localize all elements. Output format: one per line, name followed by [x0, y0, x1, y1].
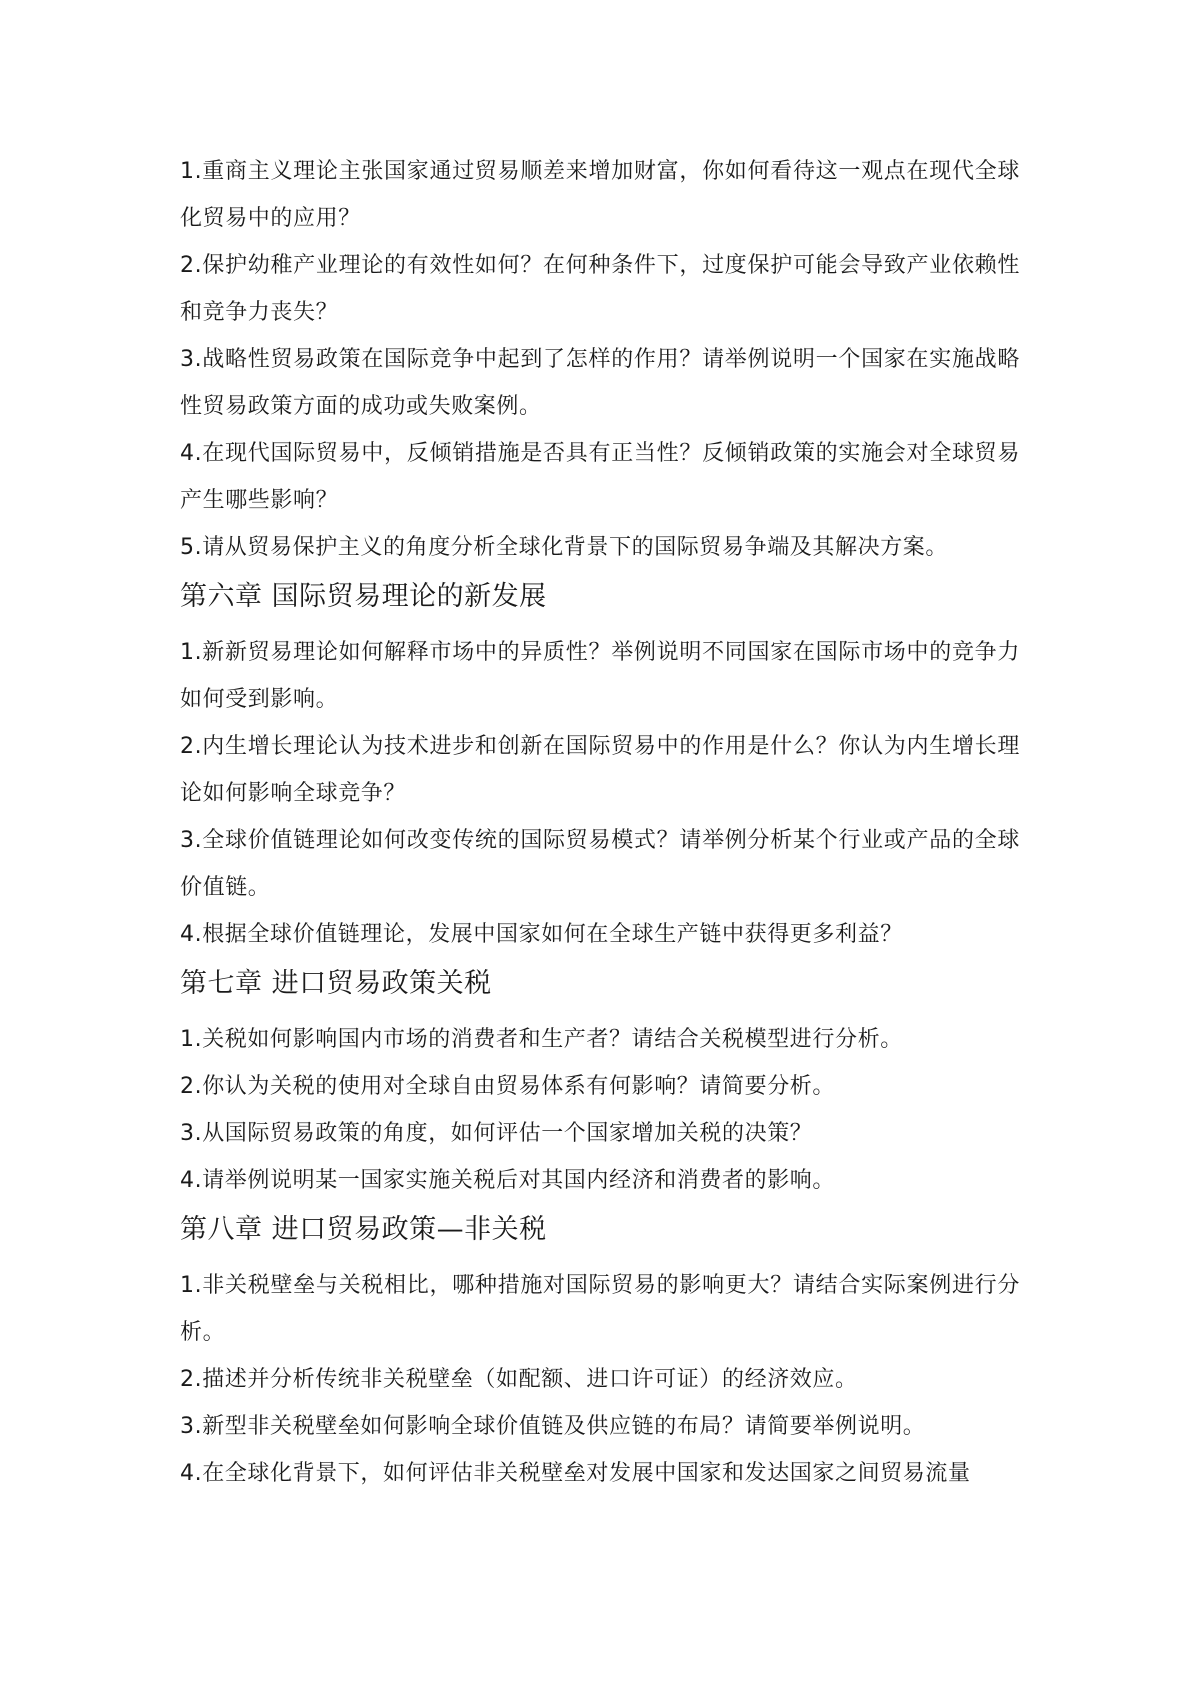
question-paragraph: 3.全球价值链理论如何改变传统的国际贸易模式？请举例分析某个行业或产品的全球价值链。	[180, 828, 1020, 900]
question-paragraph: 1.非关税壁垒与关税相比，哪种措施对国际贸易的影响更大？请结合实际案例进行分析。	[180, 1273, 1020, 1345]
question-paragraph: 4.根据全球价值链理论，发展中国家如何在全球生产链中获得更多利益？	[180, 922, 903, 947]
document-page	[180, 148, 1020, 1497]
chapter-6-heading: 第六章 国际贸易理论的新发展	[180, 581, 547, 612]
chapter-7-heading: 第七章 进口贸易政策关税	[180, 968, 492, 999]
question-paragraph: 2.描述并分析传统非关税壁垒（如配额、进口许可证）的经济效应。	[180, 1367, 858, 1392]
question-paragraph: 1.新新贸易理论如何解释市场中的异质性？举例说明不同国家在国际市场中的竞争力如何受到影响。	[180, 640, 1020, 712]
question-paragraph: 4.请举例说明某一国家实施关税后对其国内经济和消费者的影响。	[180, 1168, 835, 1193]
question-paragraph: 1.关税如何影响国内市场的消费者和生产者？请结合关税模型进行分析。	[180, 1027, 903, 1052]
question-paragraph: 2.内生增长理论认为技术进步和创新在国际贸易中的作用是什么？你认为内生增长理论如何影响全球竞争？	[180, 734, 1020, 806]
question-paragraph: 3.从国际贸易政策的角度，如何评估一个国家增加关税的决策？	[180, 1121, 813, 1146]
question-paragraph: 2.保护幼稚产业理论的有效性如何？在何种条件下，过度保护可能会导致产业依赖性和竞争力丧失？	[180, 253, 1020, 325]
question-paragraph: 5.请从贸易保护主义的角度分析全球化背景下的国际贸易争端及其解决方案。	[180, 535, 948, 560]
question-paragraph: 4.在全球化背景下，如何评估非关税壁垒对发展中国家和发达国家之间贸易流量	[180, 1461, 971, 1486]
chapter-8-heading: 第八章 进口贸易政策—非关税	[180, 1214, 547, 1245]
question-paragraph: 2.你认为关税的使用对全球自由贸易体系有何影响？请简要分析。	[180, 1074, 835, 1099]
question-paragraph: 3.新型非关税壁垒如何影响全球价值链及供应链的布局？请简要举例说明。	[180, 1414, 926, 1439]
question-paragraph: 1.重商主义理论主张国家通过贸易顺差来增加财富，你如何看待这一观点在现代全球化贸易中的应用？	[180, 159, 1020, 231]
question-paragraph: 4.在现代国际贸易中，反倾销措施是否具有正当性？反倾销政策的实施会对全球贸易产生哪些影响？	[180, 441, 1020, 513]
question-paragraph: 3.战略性贸易政策在国际竞争中起到了怎样的作用？请举例说明一个国家在实施战略性贸易政策方面的成功或失败案例。	[180, 347, 1020, 419]
